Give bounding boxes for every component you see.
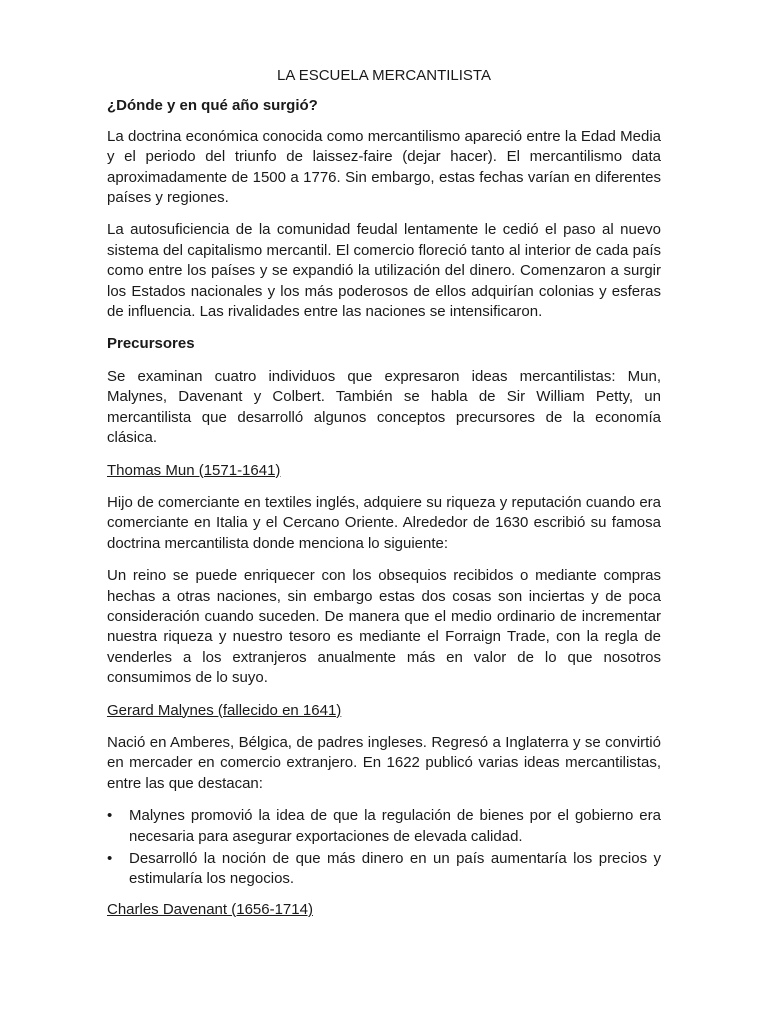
subheading-charles-davenant: Charles Davenant (1656-1714) xyxy=(107,900,313,918)
list-item xyxy=(107,849,661,890)
malynes-ideas-list xyxy=(107,806,661,890)
bullet-icon: • xyxy=(107,850,113,867)
bullet-icon: • xyxy=(107,807,113,825)
document-title: LA ESCUELA MERCANTILISTA xyxy=(277,67,491,84)
section-heading-precursores: Precursores xyxy=(107,335,195,353)
subheading-thomas-mun: Thomas Mun (1571-1641) xyxy=(107,461,281,479)
paragraph-mun-bio: Hijo de comerciante en textiles inglés, adquiere su riqueza y reputación cuando era comerciante en Italia y el Cercano Oriente. Alrededor de 1630 escribió su famosa doctrina mercantilista donde menciona lo siguiente: xyxy=(107,493,661,552)
paragraph-malynes-bio: Nació en Amberes, Bélgica, de padres ingleses. Regresó a Inglaterra y se convirtió en mercader en comercio extranjero. En 1622 publicó varias ideas mercantilistas, entre las que destacan: xyxy=(107,733,661,792)
list-item-text: Desarrolló la noción de que más dinero en un país aumentaría los precios y estimularía los negocios. xyxy=(129,850,661,888)
paragraph-mun-doctrine: Un reino se puede enriquecer con los obsequios recibidos o mediante compras hechas a otras naciones, sin embargo estas dos cosas son inciertas y de poca consideración cuando suceden. De manera que el medio ordinario de incrementar nuestra riqueza y nuestro tesoro es mediante el Forraign Trade, con la regla de venderles a los extranjeros anualmente más en valor de lo que nosotros consumimos de lo suyo. xyxy=(107,567,661,687)
paragraph-precursores-intro: Se examinan cuatro individuos que expresaron ideas mercantilistas: Mun, Malynes, Davenant y Colbert. También se habla de Sir William Petty, un mercantilista que desarrolló algunos conceptos precursores de la economía clásica. xyxy=(107,367,661,447)
subheading-gerard-malynes: Gerard Malynes (fallecido en 1641) xyxy=(107,701,342,719)
section-heading-origin: ¿Dónde y en qué año surgió? xyxy=(107,97,318,115)
paragraph-feudal-transition: La autosuficiencia de la comunidad feudal lentamente le cedió el paso al nuevo sistema del capitalismo mercantil. El comercio floreció tanto al interior de cada país como entre los países y se expandió la utilización del dinero. Comenzaron a surgir los Estados nacionales y los más poderosos de ellos adquirían colonias y esferas de influencia. Las rivalidades entre las naciones se intensificaron. xyxy=(107,221,661,321)
list-item xyxy=(107,806,661,847)
paragraph-origin-dates: La doctrina económica conocida como mercantilismo apareció entre la Edad Media y el periodo del triunfo de laissez-faire (dejar hacer). El mercantilismo data aproximadamente de 1500 a 1776. Sin embargo, estas fechas varían en diferentes países y regiones. xyxy=(107,127,661,207)
list-item-text: Malynes promovió la idea de que la regulación de bienes por el gobierno era necesaria para asegurar exportaciones de elevada calidad. xyxy=(129,807,661,845)
